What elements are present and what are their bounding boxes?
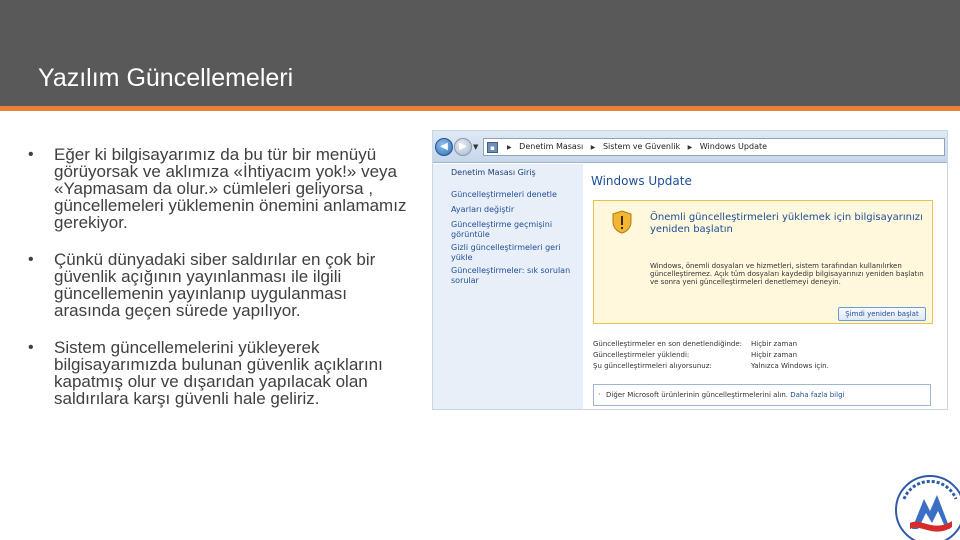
chevron-right-icon: ▶ [507, 144, 512, 151]
update-history-link[interactable]: Güncelleştirme geçmişini görüntüle [451, 220, 553, 239]
warning-shield-icon [612, 210, 632, 234]
restore-hidden-updates-link[interactable]: Gizli güncelleştirmeleri geri yükle [451, 243, 561, 262]
info-label: Şu güncelleştirmeleri alıyorsunuz: [593, 362, 712, 370]
chevron-right-icon: ▶ [590, 144, 596, 151]
info-label: Güncelleştirmeler en son denetlendiğinde: [593, 340, 743, 348]
bullet-text: Çünkü dünyadaki siber saldırılar en çok bir güvenlik açığının yayınlanması ile ilgili güncellemenin yayınlanıp uygulanması arasında geçen sürede yapılıyor. [54, 250, 376, 320]
more-info-link[interactable]: Daha fazla bilgi [790, 391, 845, 399]
bullet-item [28, 251, 408, 319]
alert-heading: Önemli güncelleştirmeleri yüklemek için bilgisayarınızı yeniden başlatın [650, 212, 923, 235]
control-panel-home-link[interactable]: Denetim Masası Giriş [451, 168, 536, 177]
breadcrumb-item-windows-update[interactable]: Windows Update [699, 142, 768, 151]
windows-update-panel [583, 164, 948, 410]
bullet-text: Eğer ki bilgisayarımız da bu tür bir menüyü görüyorsak ve aklımıza «İhtiyacım yok!» veya «Yapmasam da olur.» cümleleri geliyorsa , güncellemeleri yüklemenin önemini anlamamız gerekiyor. [54, 145, 407, 232]
change-settings-link[interactable]: Ayarları değiştir [451, 205, 515, 214]
bullet-marker: • [28, 339, 34, 356]
breadcrumb-item-control-panel[interactable]: Denetim Masası [519, 142, 584, 151]
alert-description: Windows, önemli dosyaları ve hizmetleri, sistem tarafından kullanılırken güncelleştiremez. Açık tüm dosyaları kaydedip bilgisayarınızı yeniden başlatın ve sonra yeni güncelleştirmeleri denetlemeyi deneyin. [650, 262, 924, 286]
bullet-marker: • [28, 251, 34, 268]
slide-header [0, 0, 960, 106]
windows-update-screenshot [432, 130, 948, 410]
restart-alert [593, 200, 933, 324]
info-value: Yalnızca Windows için. [751, 362, 829, 370]
breadcrumb [502, 142, 767, 151]
microsoft-update-notice [593, 384, 931, 406]
panel-title: Windows Update [591, 174, 692, 188]
restart-now-button[interactable]: Şimdi yeniden başlat [838, 307, 926, 321]
info-value: Hiçbir zaman [751, 351, 798, 359]
bullet-item [28, 339, 408, 407]
chevron-right-icon: ▶ [687, 144, 693, 151]
notice-text [606, 391, 844, 399]
recent-pages-chevron-icon[interactable]: ▼ [473, 143, 479, 151]
back-arrow-icon[interactable]: ◀ [435, 138, 453, 156]
university-logo [890, 465, 960, 540]
info-row [593, 340, 933, 351]
bullet-marker: • [28, 146, 34, 163]
control-panel-icon: ▪ [487, 142, 498, 153]
info-row [593, 351, 933, 362]
info-label: Güncelleştirmeler yüklendi: [593, 351, 690, 359]
address-bar[interactable] [483, 138, 945, 156]
bullet-item [28, 146, 408, 231]
updates-faq-link[interactable]: Güncelleştirmeler: sık sorulan sorular [451, 266, 571, 285]
info-value: Hiçbir zaman [751, 340, 798, 348]
slide-title: Yazılım Güncellemeleri [38, 64, 294, 92]
accent-divider [0, 106, 960, 111]
bullet-text: Sistem güncellemelerini yükleyerek bilgisayarımızda bulunan güvenlik açıklarını kapatmış olur ve dışarıdan yapılacak olan saldırılara karşı güvenli hale geliriz. [54, 338, 383, 408]
info-bullet-icon: · [598, 390, 601, 399]
update-status-info [593, 340, 933, 373]
task-pane [433, 164, 583, 410]
check-updates-link[interactable]: Güncelleştirmeleri denetle [451, 190, 557, 199]
bullet-list [28, 146, 408, 427]
notice-message: Diğer Microsoft ürünlerinin güncelleştirmelerini alın. [606, 391, 788, 399]
explorer-toolbar [433, 131, 947, 163]
forward-arrow-icon[interactable]: ▶ [454, 138, 472, 156]
breadcrumb-item-system-security[interactable]: Sistem ve Güvenlik [602, 142, 681, 151]
info-row [593, 362, 933, 373]
